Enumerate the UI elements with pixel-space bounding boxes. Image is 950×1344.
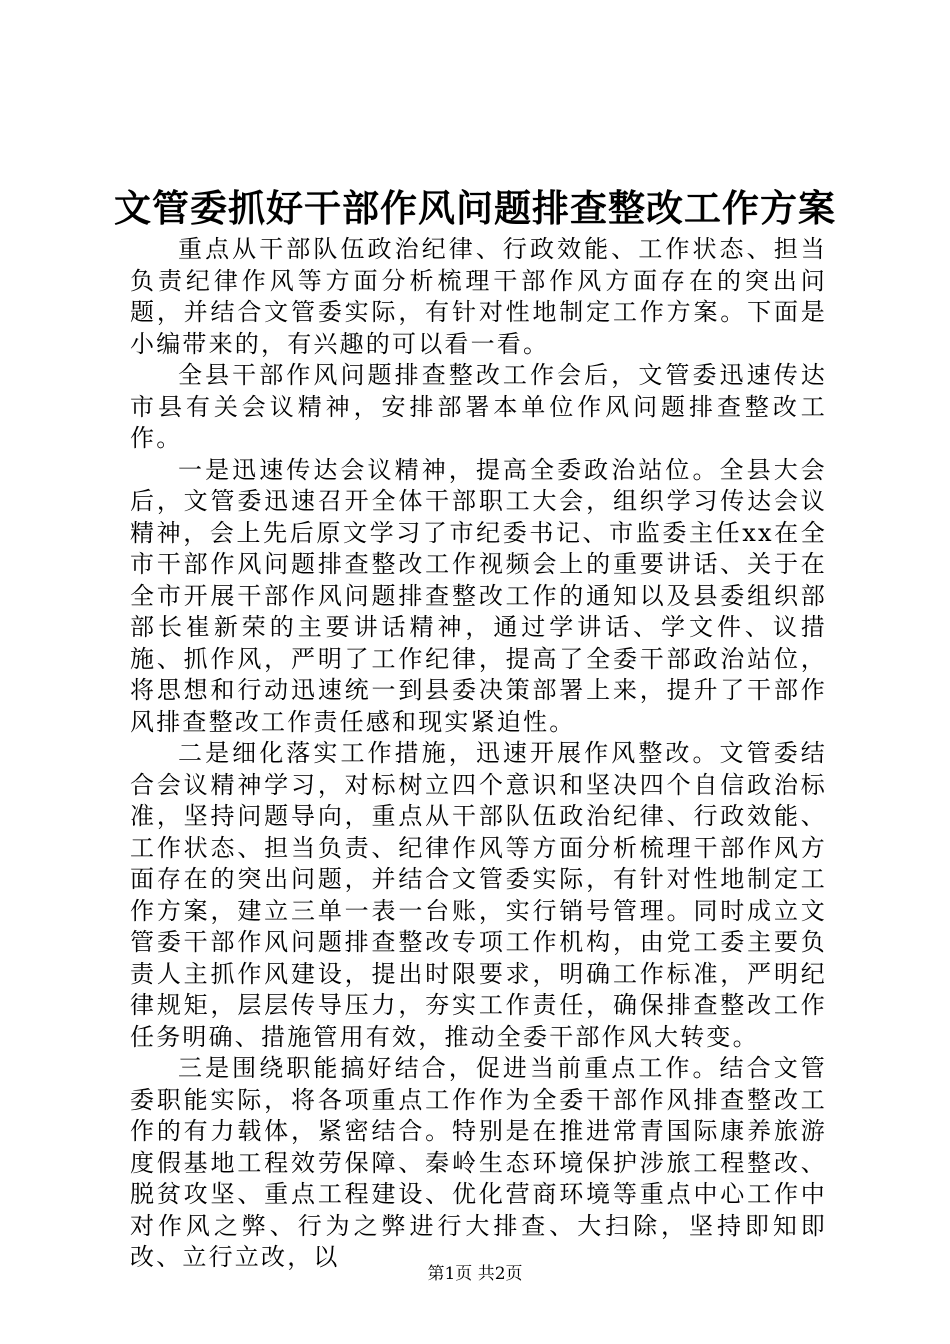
paragraph-point-three: 三是围绕职能搞好结合，促进当前重点工作。结合文管委职能实际，将各项重点工作作为全委干部作风排查整改工作的有力载体，紧密结合。特别是在推进常青国际康养旅游度假基地工程效劳保障、秦岭生态环境保护涉旅工程整改、脱贫攻坚、重点工程建设、优化营商环境等重点中心工作中对作风之弊、行为之弊进行大排查、大扫除，坚持即知即改、立行立改，以 — [130, 1054, 827, 1271]
paragraph-overview: 全县干部作风问题排查整改工作会后，文管委迅速传达市县有关会议精神，安排部署本单位作风问题排查整改工作。 — [130, 361, 827, 452]
paragraph-point-one: 一是迅速传达会议精神，提高全委政治站位。全县大会后，文管委迅速召开全体干部职工大会，组织学习传达会议精神，会上先后原文学习了市纪委书记、市监委主任xx在全市干部作风问题排查整改工作视频会上的重要讲话、关于在全市开展干部作风问题排查整改工作的通知以及县委组织部部长崔新荣的主要讲话精神，通过学讲话、学文件、议措施、抓作风，严明了工作纪律，提高了全委干部政治站位，将思想和行动迅速统一到县委决策部署上来，提升了干部作风排查整改工作责任感和现实紧迫性。 — [130, 455, 827, 736]
paragraph-intro: 重点从干部队伍政治纪律、行政效能、工作状态、担当负责纪律作风等方面分析梳理干部作风方面存在的突出问题，并结合文管委实际，有针对性地制定工作方案。下面是小编带来的，有兴趣的可以看一看。 — [130, 235, 827, 358]
paragraph-point-two: 二是细化落实工作措施，迅速开展作风整改。文管委结合会议精神学习，对标树立四个意识和坚决四个自信政治标准，坚持问题导向，重点从干部队伍政治纪律、行政效能、工作状态、担当负责、纪律作风等方面分析梳理干部作风方面存在的突出问题，并结合文管委实际，有针对性地制定工作方案，建立三单一表一台账，实行销号管理。同时成立文管委干部作风问题排查整改专项工作机构，由党工委主要负责人主抓作风建设，提出时限要求，明确工作标准，严明纪律规矩，层层传导压力，夯实工作责任，确保排查整改工作任务明确、措施管用有效，推动全委干部作风大转变。 — [130, 739, 827, 1051]
document-title: 文管委抓好干部作风问题排查整改工作方案 — [114, 186, 836, 230]
page-number-footer: 第1页 共2页 — [427, 1264, 523, 1284]
document-body — [130, 234, 827, 1274]
